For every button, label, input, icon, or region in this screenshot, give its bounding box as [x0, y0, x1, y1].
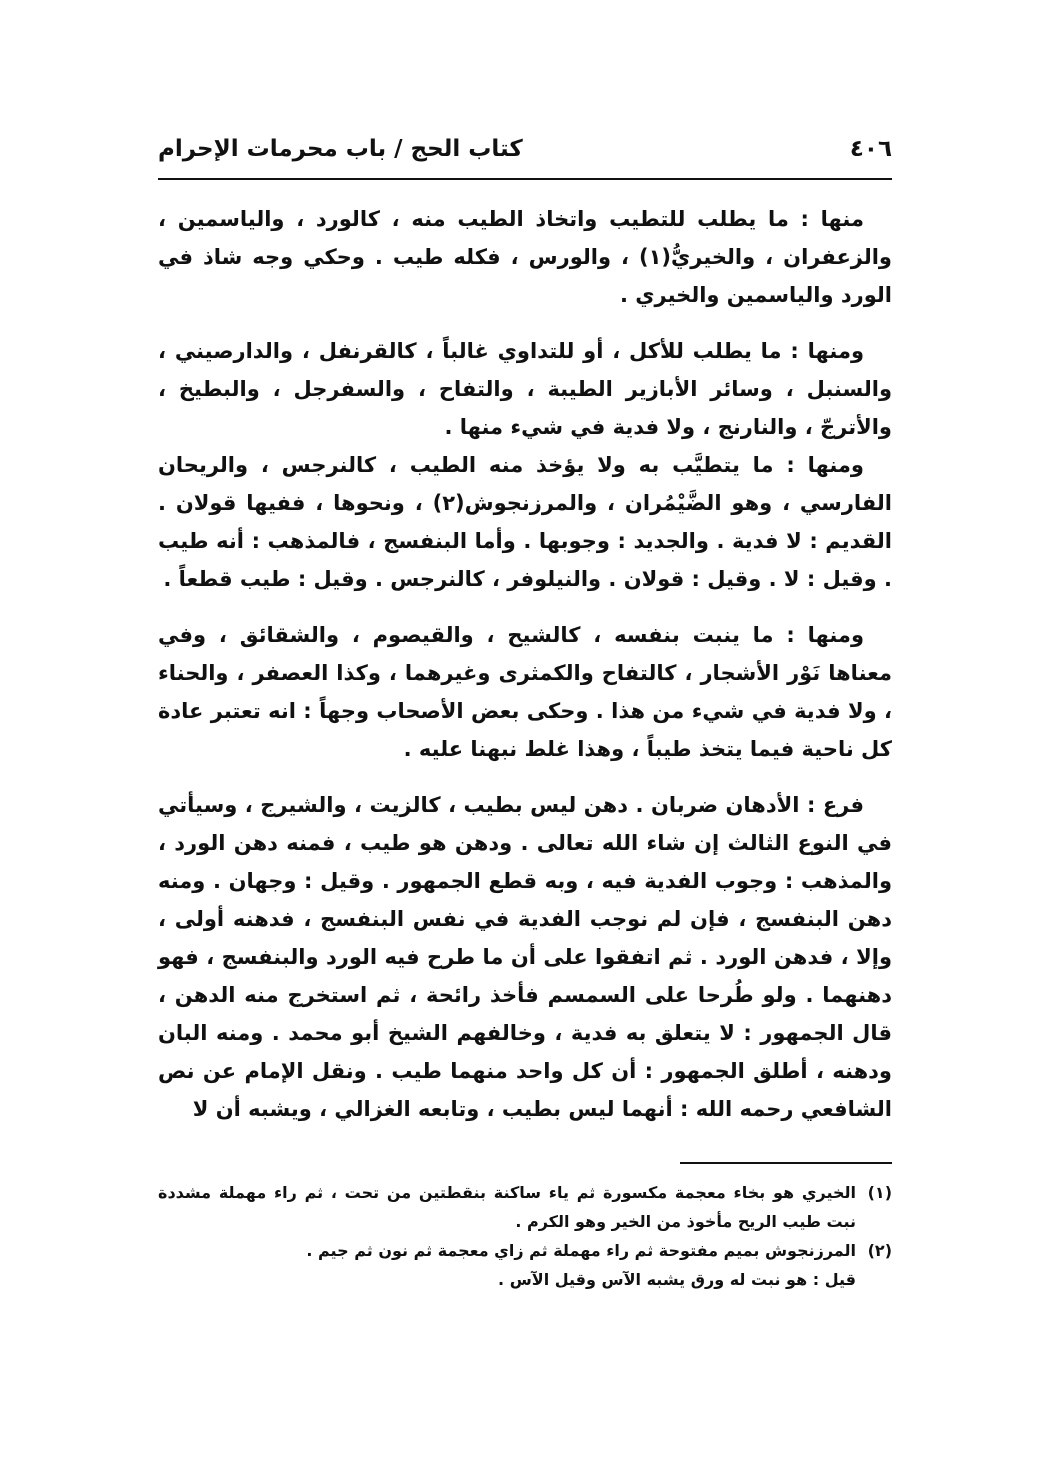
footnote-1	[158, 1178, 892, 1236]
main-text	[158, 200, 892, 1128]
paragraph-3	[158, 446, 892, 598]
footnote-2	[158, 1236, 892, 1265]
paragraph-text: ومنها : ما يطلب للأكل ، أو للتداوي غالباً ، كالقرنفل ، والدارصيني ، والسنبل ، وسائر الأبازير الطيبة ، والتفاح ، والسفرجل ، والبطيخ ، والأترجّ ، والنارنج ، ولا فدية في شيء منها .	[158, 339, 892, 439]
footnote-text: الخيري هو بخاء معجمة مكسورة ثم ياء ساكنة بنقطتين من تحت ، ثم راء مهملة مشددة نبت طيب الريح مأخوذ من الخير وهو الكرم .	[158, 1183, 856, 1231]
paragraph-text: منها : ما يطلب للتطيب واتخاذ الطيب منه ، كالورد ، والياسمين ، والزعفران ، والخيريُّ(١) ، والورس ، فكله طيب . وحكي وجه شاذ في الورد والياسمين والخيري .	[158, 207, 892, 307]
footnote-number: (٢)	[867, 1241, 892, 1260]
footnote-text: المرزنجوش بميم مفتوحة ثم راء مهملة ثم زاي معجمة ثم نون ثم جيم .	[306, 1241, 856, 1260]
footnote-divider	[680, 1162, 892, 1164]
paragraph-1	[158, 200, 892, 314]
section-lead: فرع :	[806, 793, 864, 817]
paragraph-2	[158, 332, 892, 446]
footnotes	[158, 1178, 892, 1294]
header-divider	[158, 178, 892, 180]
paragraph-text: ومنها : ما ينبت بنفسه ، كالشيح ، والقيصوم ، والشقائق ، وفي معناها نَوْر الأشجار ، كالتفاح والكمثرى وغيرهما ، وكذا العصفر ، والحناء ، ولا فدية في شيء من هذا . وحكى بعض الأصحاب وجهاً : انه تعتبر عادة كل ناحية فيما يتخذ طيباً ، وهذا غلط نبهنا عليه .	[158, 623, 892, 761]
paragraph-text: ومنها : ما يتطيَّب به ولا يؤخذ منه الطيب ، كالنرجس ، والريحان الفارسي ، وهو الضَّيْمُران ، والمرزنجوش(٢) ، ونحوها ، ففيها قولان . القديم : لا فدية . والجديد : وجوبها . وأما البنفسج ، فالمذهب : أنه طيب . وقيل : لا . وقيل : قولان . والنيلوفر ، كالنرجس . وقيل : طيب قطعاً .	[158, 453, 893, 591]
page-header	[158, 128, 892, 178]
running-title: كتاب الحج / باب محرمات الإحرام	[158, 136, 523, 162]
paragraph-text: الأدهان ضربان . دهن ليس بطيب ، كالزيت ، والشيرج ، وسيأتي في النوع الثالث إن شاء الله تعالى . ودهن هو طيب ، فمنه دهن الورد ، والمذهب : وجوب الفدية فيه ، وبه قطع الجمهور . وقيل : وجهان . ومنه دهن البنفسج ، فإن لم نوجب الفدية في نفس البنفسج ، فدهنه أولى ، وإلا ، فدهن الورد . ثم اتفقوا على أن ما طرح فيه الورد والبنفسج ، فهو دهنهما . ولو طُرحا على السمسم فأخذ رائحة ، ثم استخرج منه الدهن ، قال الجمهور : لا يتعلق به فدية ، وخالفهم الشيخ أبو محمد . ومنه البان ودهنه ، أطلق الجمهور : أن كل واحد منهما طيب . ونقل الإمام عن نص الشافعي رحمه الله : أنهما ليس بطيب ، وتابعه الغزالي ، ويشبه أن لا	[158, 793, 892, 1121]
paragraph-5	[158, 786, 892, 1128]
footnote-number: (١)	[867, 1183, 892, 1202]
footnote-2-continuation: قيل : هو نبت له ورق يشبه الآس وقيل الآس .	[498, 1270, 856, 1289]
paragraph-4	[158, 616, 892, 768]
page-number: ٤٠٦	[849, 136, 892, 162]
